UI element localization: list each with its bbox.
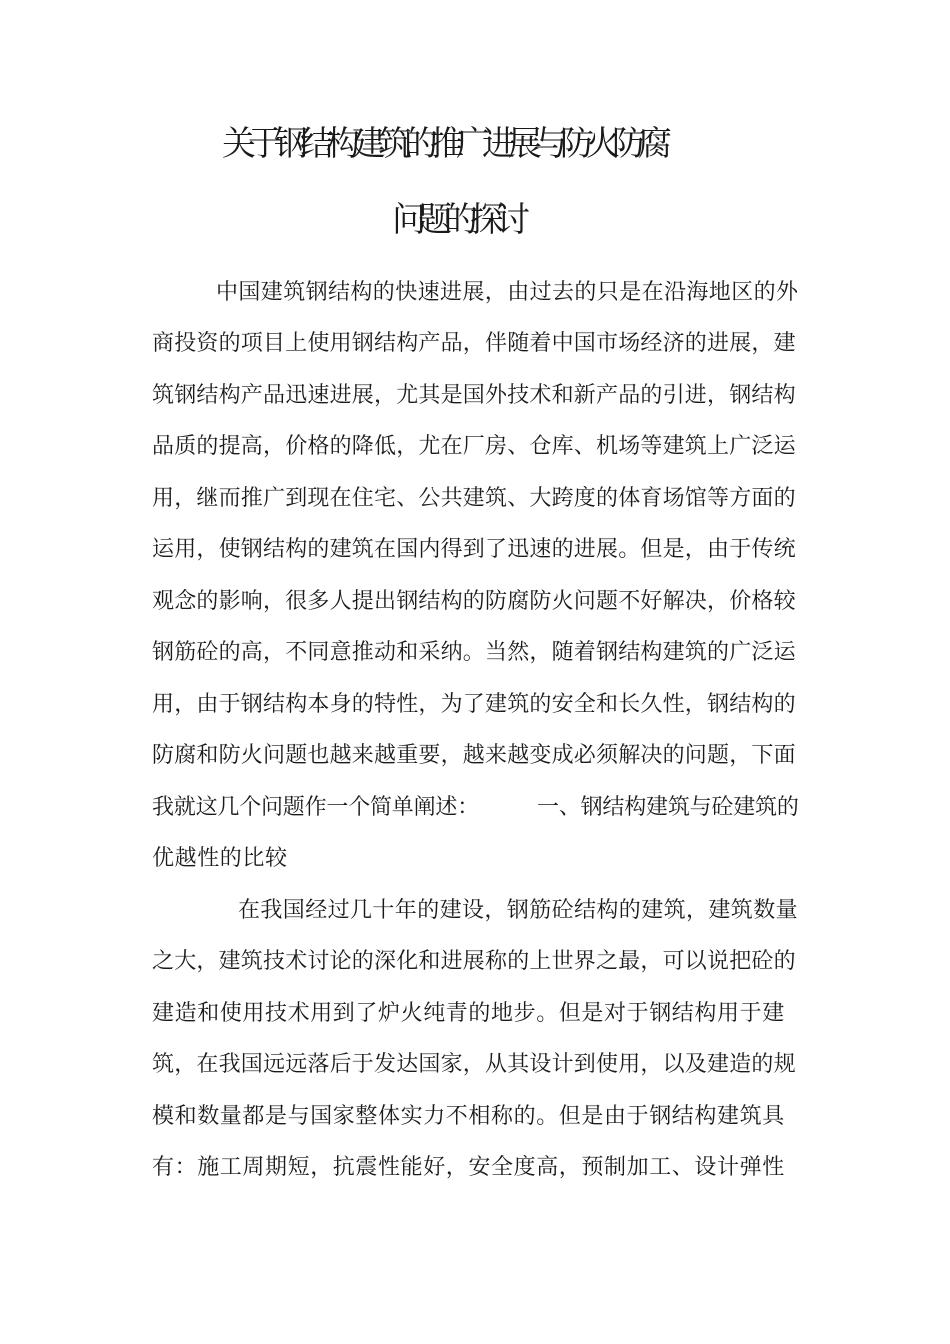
paragraph-1-line: 中国建筑钢结构的快速进展，由过去的只是在沿海地区的外 [216, 280, 799, 305]
paragraph-2-line: 筑，在我国远远落后于发达国家，从其设计到使用，以及建造的规 [152, 1052, 796, 1077]
paragraph-1-line: 运用，使钢结构的建筑在国内得到了迅速的进展。但是，由于传统 [152, 537, 796, 562]
paragraph-1-last-line [152, 793, 799, 823]
paragraph-1-line: 观念的影响，很多人提出钢结构的防腐防火问题不好解决，价格较 [152, 589, 796, 614]
paragraph-2-line: 之大，建筑技术讨论的深化和进展称的上世界之最，可以说把砼的 [152, 949, 796, 974]
paragraph-1-line: 钢筋砼的高，不同意推动和采纳。当然，随着钢结构建筑的广泛运 [152, 640, 796, 665]
paragraph-1-closing-text: 我就这几个问题作一个简单阐述： [152, 795, 480, 820]
paragraph-2-line: 有：施工周期短，抗震性能好，安全度高，预制加工、设计弹性 [152, 1155, 785, 1180]
section-heading-part-1: 一、钢结构建筑与砼建筑的 [537, 795, 799, 820]
paragraph-1-line: 防腐和防火问题也越来越重要，越来越变成必须解决的问题，下面 [152, 743, 796, 768]
paragraph-1-line: 商投资的项目上使用钢结构产品，伴随着中国市场经济的进展，建 [152, 331, 796, 356]
paragraph-1-line: 用，继而推广到现在住宅、公共建筑、大跨度的体育场馆等方面的 [152, 486, 796, 511]
paragraph-2-line: 在我国经过几十年的建设，钢筋砼结构的建筑，建筑数量 [238, 898, 799, 923]
document-title-line-1: 关于钢结构建筑的推广进展与防火防腐 [222, 124, 664, 164]
section-heading-part-2: 优越性的比较 [152, 846, 288, 871]
paragraph-1-line: 品质的提高，价格的降低，尤在厂房、仓库、机场等建筑上广泛运 [152, 434, 796, 459]
paragraph-1-line: 筑钢结构产品迅速进展，尤其是国外技术和新产品的引进，钢结构 [152, 383, 796, 408]
paragraph-1-line: 用，由于钢结构本身的特性，为了建筑的安全和长久性，钢结构的 [152, 692, 796, 717]
document-title-line-2: 问题的探讨 [392, 200, 522, 240]
paragraph-2-line: 建造和使用技术用到了炉火纯青的地步。但是对于钢结构用于建 [152, 1001, 785, 1026]
paragraph-2-line: 模和数量都是与国家整体实力不相称的。但是由于钢结构建筑具 [152, 1104, 785, 1129]
